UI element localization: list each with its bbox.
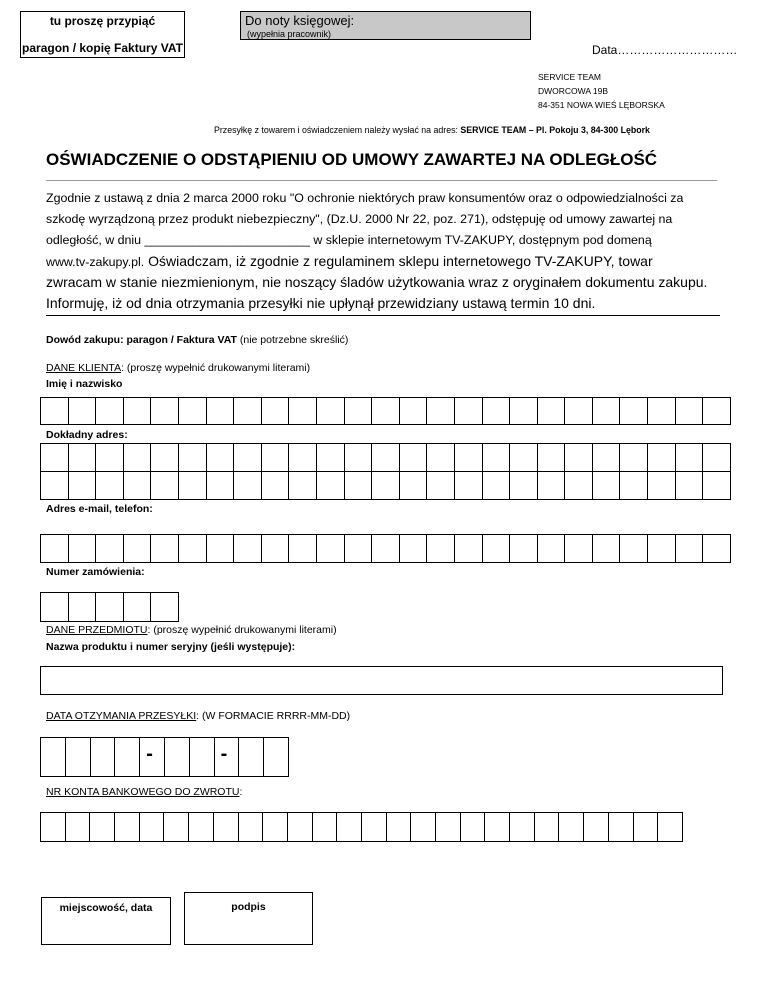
input-cell[interactable]: [538, 471, 566, 500]
input-cell[interactable]: [207, 534, 235, 563]
input-cell[interactable]: [436, 812, 461, 842]
input-cell[interactable]: [593, 443, 621, 472]
input-cell[interactable]: [648, 397, 676, 425]
delivery-date-field[interactable]: [40, 737, 289, 777]
input-cell[interactable]: [164, 812, 189, 842]
input-cell[interactable]: [427, 397, 455, 425]
delivery-date-format: : (W FORMACIE RRRR-MM-DD): [196, 710, 351, 722]
input-cell[interactable]: [461, 812, 486, 842]
input-cell[interactable]: [620, 397, 648, 425]
delivery-date-title: DATA OTZYMANIA PRZESYŁKI: [46, 710, 197, 722]
delivery-date-heading: [46, 710, 350, 722]
input-cell[interactable]: [41, 471, 69, 500]
order-number-label: Numer zamówienia:: [46, 566, 145, 578]
input-cell[interactable]: [151, 443, 179, 472]
input-cell[interactable]: [214, 812, 239, 842]
input-cell[interactable]: [593, 471, 621, 500]
company-street: DWORCOWA 19B: [538, 86, 609, 96]
input-cell[interactable]: [289, 534, 317, 563]
input-cell[interactable]: [234, 534, 262, 563]
shipping-instructions: [214, 125, 650, 135]
input-cell[interactable]: [455, 443, 483, 472]
input-cell[interactable]: [96, 397, 124, 425]
input-cell[interactable]: [538, 534, 566, 563]
input-cell[interactable]: [510, 443, 538, 472]
bank-account-title: NR KONTA BANKOWEGO DO ZWROTU: [46, 786, 240, 798]
input-cell[interactable]: [140, 812, 165, 842]
place-date-box[interactable]: [41, 897, 171, 945]
input-cell[interactable]: [372, 443, 400, 472]
input-cell[interactable]: [115, 812, 140, 842]
input-cell[interactable]: [317, 443, 345, 472]
date-separator-1: -: [146, 743, 153, 765]
input-cell[interactable]: [91, 737, 116, 777]
statement-line-2: szkodę wyrządzoną przez produkt niebezpieczny", (Dz.U. 2000 Nr 22, poz. 271), odstępuję od umowy zawartej na: [46, 212, 673, 226]
input-cell[interactable]: [96, 471, 124, 500]
address-label: Dokładny adres:: [46, 429, 128, 441]
input-cell[interactable]: [165, 737, 190, 777]
input-cell[interactable]: [565, 397, 593, 425]
input-cell[interactable]: [151, 534, 179, 563]
input-cell[interactable]: [41, 812, 66, 842]
statement-line-5: zwracam w stanie niezmienionym, nie noszący śladów użytkowania wraz z oryginałem dokumentu zakupu.: [46, 274, 708, 290]
input-cell[interactable]: [703, 397, 731, 425]
input-cell[interactable]: [317, 397, 345, 425]
input-cell[interactable]: [455, 397, 483, 425]
input-cell[interactable]: [96, 443, 124, 472]
statement-divider: [46, 315, 720, 316]
input-cell[interactable]: [362, 812, 387, 842]
receipt-attach-line1: tu proszę przypiąć: [49, 14, 156, 28]
input-cell[interactable]: [593, 397, 621, 425]
input-cell[interactable]: [239, 812, 264, 842]
input-cell[interactable]: [427, 471, 455, 500]
proof-of-purchase: [46, 334, 348, 346]
input-cell[interactable]: [207, 397, 235, 425]
input-cell[interactable]: [189, 812, 214, 842]
input-cell[interactable]: [262, 471, 290, 500]
client-section-title: DANE KLIENTA: [46, 362, 122, 374]
input-cell[interactable]: [510, 812, 535, 842]
shipping-address: SERVICE TEAM – Pl. Pokoju 3, 84-300 Lębork: [460, 125, 650, 135]
input-cell[interactable]: [69, 534, 97, 563]
input-cell[interactable]: [648, 471, 676, 500]
input-cell[interactable]: [703, 443, 731, 472]
product-label: Nazwa produktu i numer seryjny (jeśli występuje):: [46, 641, 296, 653]
name-label: Imię i nazwisko: [46, 378, 123, 390]
bank-account-heading: [46, 786, 242, 798]
input-cell[interactable]: [317, 534, 345, 563]
input-cell[interactable]: [263, 812, 288, 842]
input-cell[interactable]: [411, 812, 436, 842]
input-cell[interactable]: [41, 397, 69, 425]
input-cell[interactable]: [485, 812, 510, 842]
input-cell[interactable]: [510, 471, 538, 500]
input-cell[interactable]: [345, 471, 373, 500]
order-number-field[interactable]: [40, 592, 179, 622]
input-cell[interactable]: [66, 812, 91, 842]
shipping-text: Przesyłkę z towarem i oświadczeniem należy wysłać na adres:: [214, 125, 461, 135]
input-cell[interactable]: [584, 812, 609, 842]
statement-line-4: [46, 251, 653, 273]
client-section-note: : (proszę wypełnić drukowanymi literami): [121, 362, 311, 374]
item-section-note: : (proszę wypełnić drukowanymi literami): [147, 624, 337, 636]
input-cell[interactable]: [289, 397, 317, 425]
input-cell[interactable]: [676, 534, 704, 563]
input-cell[interactable]: [179, 397, 207, 425]
accounting-note-title: Do noty księgowej:: [245, 13, 355, 28]
input-cell[interactable]: [483, 471, 511, 500]
input-cell[interactable]: [289, 443, 317, 472]
item-section-title: DANE PRZEDMIOTU: [46, 624, 148, 636]
input-cell[interactable]: [41, 737, 66, 777]
input-cell[interactable]: [345, 534, 373, 563]
statement-line-3: odległość, w dniu ________________________ w sklepie internetowym TV-ZAKUPY, dostępnym pod domeną: [46, 233, 652, 247]
receipt-attach-box: [20, 11, 185, 58]
input-cell[interactable]: [703, 471, 731, 500]
title-divider: [46, 180, 717, 181]
shop-domain: www.tv-zakupy.pl.: [46, 255, 145, 269]
input-cell[interactable]: [151, 471, 179, 500]
input-cell[interactable]: [676, 397, 704, 425]
client-section-heading: [46, 362, 310, 374]
input-cell[interactable]: [234, 471, 262, 500]
address-field-line-1[interactable]: [40, 443, 731, 472]
input-cell[interactable]: [215, 737, 240, 777]
accounting-note-box: [240, 11, 531, 40]
place-date-label: miejscowość, data: [59, 902, 153, 914]
input-cell[interactable]: [262, 397, 290, 425]
input-cell[interactable]: [41, 592, 69, 622]
input-cell[interactable]: [634, 812, 659, 842]
input-cell[interactable]: [124, 534, 152, 563]
input-cell[interactable]: [593, 534, 621, 563]
input-cell[interactable]: [400, 534, 428, 563]
input-cell[interactable]: [262, 534, 290, 563]
input-cell[interactable]: [96, 534, 124, 563]
statement-line-1: Zgodnie z ustawą z dnia 2 marca 2000 roku "O ochronie niektórych praw konsumentów oraz o odpowiedzialności za: [46, 191, 684, 205]
input-cell[interactable]: [90, 812, 115, 842]
contact-field[interactable]: [40, 534, 731, 563]
company-name: SERVICE TEAM: [538, 72, 601, 82]
input-cell[interactable]: [620, 471, 648, 500]
input-cell[interactable]: [609, 812, 634, 842]
input-cell[interactable]: [124, 592, 152, 622]
input-cell[interactable]: [535, 812, 560, 842]
page-title: OŚWIADCZENIE O ODSTĄPIENIU OD UMOWY ZAWARTEJ NA ODLEGŁOŚĆ: [46, 150, 658, 169]
input-cell[interactable]: [69, 592, 97, 622]
input-cell[interactable]: [151, 397, 179, 425]
statement-line-4-text: Oświadczam, iż zgodnie z regulaminem sklepu internetowego TV-ZAKUPY, towar: [144, 253, 653, 269]
input-cell[interactable]: [676, 443, 704, 472]
accounting-note-subtitle: (wypełnia pracownik): [247, 29, 332, 39]
input-cell[interactable]: [658, 812, 683, 842]
input-cell[interactable]: [190, 737, 215, 777]
input-cell[interactable]: [115, 737, 140, 777]
input-cell[interactable]: [620, 534, 648, 563]
input-cell[interactable]: [676, 471, 704, 500]
input-cell[interactable]: [387, 812, 412, 842]
input-cell[interactable]: [427, 534, 455, 563]
input-cell[interactable]: [234, 443, 262, 472]
input-cell[interactable]: [289, 471, 317, 500]
input-cell[interactable]: [345, 397, 373, 425]
input-cell[interactable]: [96, 592, 124, 622]
input-cell[interactable]: [400, 397, 428, 425]
input-cell[interactable]: [69, 397, 97, 425]
input-cell[interactable]: [337, 812, 362, 842]
statement-line-6: Informuję, iż od dnia otrzymania przesyłki nie upłynął przewidziany ustawą termin 10 dni.: [46, 295, 596, 311]
input-cell[interactable]: [510, 397, 538, 425]
date-label: Data…………………………: [592, 43, 738, 57]
input-cell[interactable]: [69, 443, 97, 472]
item-section-heading: [46, 624, 337, 636]
input-cell[interactable]: [427, 443, 455, 472]
input-cell[interactable]: [372, 397, 400, 425]
input-cell[interactable]: [179, 471, 207, 500]
input-cell[interactable]: [264, 737, 289, 777]
input-cell[interactable]: [69, 471, 97, 500]
input-cell[interactable]: [483, 397, 511, 425]
input-cell[interactable]: [620, 443, 648, 472]
input-cell[interactable]: [140, 737, 165, 777]
signature-label: podpis: [231, 901, 266, 913]
input-cell[interactable]: [400, 471, 428, 500]
bank-account-colon: :: [239, 786, 243, 798]
input-cell[interactable]: [288, 812, 313, 842]
input-cell[interactable]: [179, 443, 207, 472]
input-cell[interactable]: [207, 443, 235, 472]
input-cell[interactable]: [345, 443, 373, 472]
input-cell[interactable]: [207, 471, 235, 500]
product-field[interactable]: [40, 666, 723, 695]
input-cell[interactable]: [234, 397, 262, 425]
company-city: 84-351 NOWA WIEŚ LĘBORSKA: [538, 100, 665, 110]
input-cell[interactable]: [66, 737, 91, 777]
input-cell[interactable]: [124, 397, 152, 425]
input-cell[interactable]: [400, 443, 428, 472]
input-cell[interactable]: [565, 534, 593, 563]
proof-note: (nie potrzebne skreślić): [236, 334, 349, 346]
receipt-attach-line2: paragon / kopię Faktury VAT: [22, 41, 183, 55]
input-cell[interactable]: [538, 397, 566, 425]
input-cell[interactable]: [124, 471, 152, 500]
input-cell[interactable]: [41, 534, 69, 563]
input-cell[interactable]: [559, 812, 584, 842]
input-cell[interactable]: [372, 534, 400, 563]
input-cell[interactable]: [239, 737, 264, 777]
input-cell[interactable]: [41, 443, 69, 472]
input-cell[interactable]: [317, 471, 345, 500]
input-cell[interactable]: [648, 443, 676, 472]
input-cell[interactable]: [455, 471, 483, 500]
input-cell[interactable]: [483, 443, 511, 472]
date-separator-2: -: [220, 743, 228, 765]
contact-label: Adres e-mail, telefon:: [46, 503, 153, 515]
signature-box[interactable]: [184, 892, 313, 945]
input-cell[interactable]: [179, 534, 207, 563]
input-cell[interactable]: [151, 592, 179, 622]
bank-account-field[interactable]: [40, 812, 683, 842]
input-cell[interactable]: [483, 534, 511, 563]
input-cell[interactable]: [510, 534, 538, 563]
proof-label: Dowód zakupu: paragon / Faktura VAT: [46, 334, 237, 346]
input-cell[interactable]: [262, 443, 290, 472]
input-cell[interactable]: [648, 534, 676, 563]
name-field[interactable]: [40, 397, 731, 425]
input-cell[interactable]: [565, 471, 593, 500]
input-cell[interactable]: [565, 443, 593, 472]
input-cell[interactable]: [538, 443, 566, 472]
input-cell[interactable]: [124, 443, 152, 472]
input-cell[interactable]: [455, 534, 483, 563]
input-cell[interactable]: [313, 812, 338, 842]
address-field-line-2[interactable]: [40, 471, 731, 500]
input-cell[interactable]: [372, 471, 400, 500]
input-cell[interactable]: [703, 534, 731, 563]
